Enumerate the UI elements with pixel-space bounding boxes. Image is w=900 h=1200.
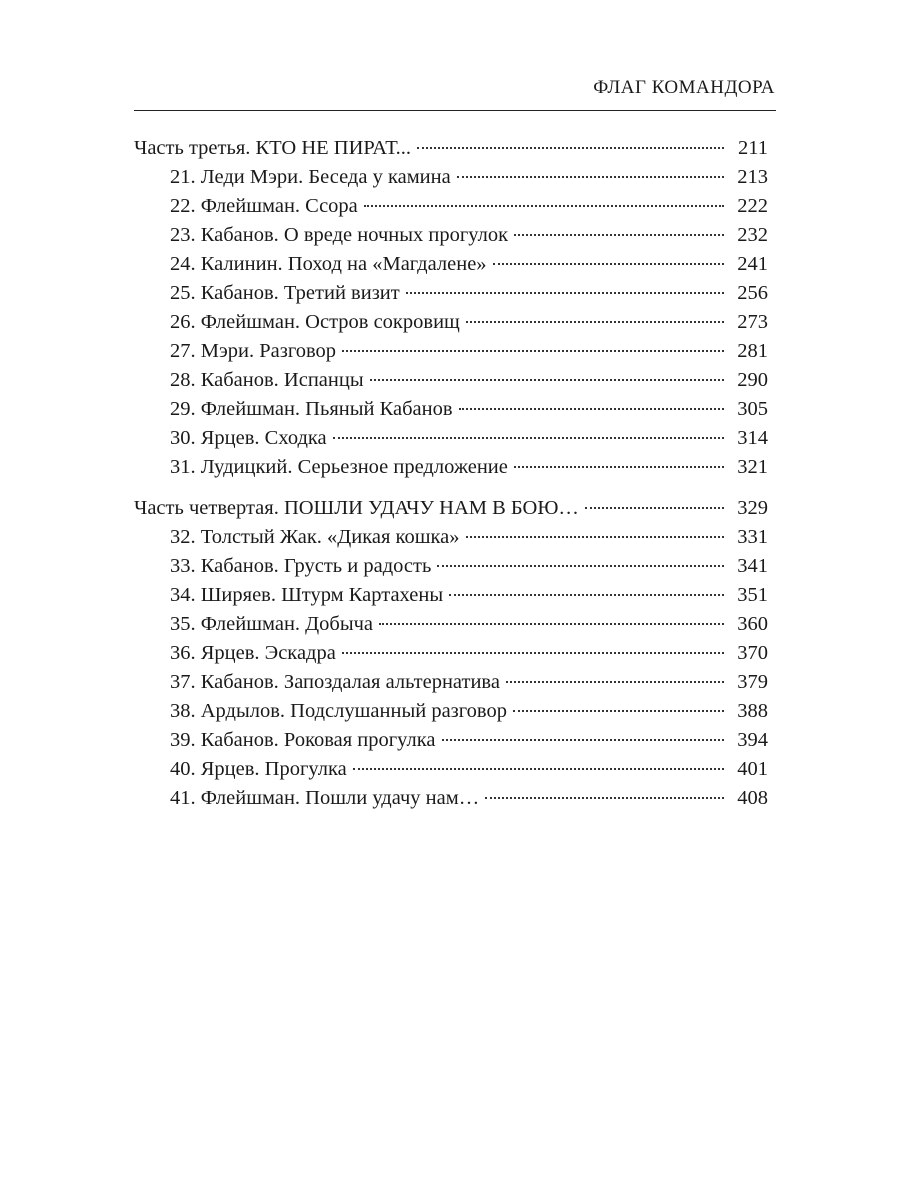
toc-chapter-entry-title: 26. Флейшман. Остров сокровищ: [170, 311, 460, 333]
toc-chapter-entry-title: 28. Кабанов. Испанцы: [170, 369, 364, 391]
toc-chapter-entry-title: 23. Кабанов. О вреде ночных прогулок: [170, 224, 509, 246]
toc-chapter-entry-title: 30. Ярцев. Сходка: [170, 427, 327, 449]
dot-leader: [466, 321, 724, 323]
dot-leader: [466, 536, 725, 538]
toc-chapter-entry: [134, 784, 768, 813]
dot-leader: [370, 379, 724, 381]
dot-leader: [514, 466, 724, 468]
toc-chapter-entry-title: 41. Флейшман. Пошли удачу нам…: [170, 787, 480, 809]
toc-chapter-entry: [134, 192, 768, 221]
toc-chapter-entry-page-number: 273: [737, 311, 768, 333]
toc-chapter-entry-page-number: 394: [737, 729, 768, 751]
header-rule: [134, 110, 776, 111]
dot-leader: [353, 768, 724, 770]
toc-chapter-entry-page-number: 305: [737, 398, 768, 420]
toc-part-entry: [134, 134, 768, 163]
toc-chapter-entry-page-number: 388: [737, 700, 768, 722]
toc-chapter-entry: [134, 523, 768, 552]
toc-chapter-entry-page-number: 379: [737, 671, 768, 693]
dot-leader: [364, 205, 724, 207]
dot-leader: [417, 147, 724, 149]
toc-chapter-entry-page-number: 222: [737, 195, 768, 217]
dot-leader: [442, 739, 724, 741]
toc-chapter-entry-page-number: 290: [737, 369, 768, 391]
toc-part-section: [134, 134, 768, 482]
dot-leader: [485, 797, 724, 799]
toc-chapter-entry-page-number: 370: [737, 642, 768, 664]
dot-leader: [379, 623, 724, 625]
toc-chapter-entry: [134, 395, 768, 424]
toc-part-section: [134, 494, 768, 813]
toc-chapter-entry-title: 34. Ширяев. Штурм Картахены: [170, 584, 444, 606]
toc-chapter-entry-title: 35. Флейшман. Добыча: [170, 613, 374, 635]
toc-chapter-entry-page-number: 256: [737, 282, 768, 304]
dot-leader: [333, 437, 724, 439]
dot-leader: [513, 710, 724, 712]
toc-chapter-entry: [134, 639, 768, 668]
toc-chapter-entry-title: 37. Кабанов. Запоздалая альтернатива: [170, 671, 500, 693]
toc-chapter-entry: [134, 308, 768, 337]
dot-leader: [459, 408, 724, 410]
running-head: ФЛАГ КОМАНДОРА: [593, 77, 775, 98]
toc-chapter-entry-page-number: 408: [737, 787, 768, 809]
toc-chapter-entry: [134, 424, 768, 453]
dot-leader: [437, 565, 724, 567]
dot-leader: [585, 507, 724, 509]
toc-chapter-entry: [134, 366, 768, 395]
toc-chapter-entry: [134, 610, 768, 639]
dot-leader: [506, 681, 724, 683]
dot-leader: [342, 652, 724, 654]
toc-chapter-entry-page-number: 321: [737, 456, 768, 478]
table-of-contents: [134, 134, 768, 813]
toc-chapter-entry-page-number: 232: [737, 224, 768, 246]
toc-chapter-entry-page-number: 331: [737, 526, 768, 548]
toc-chapter-entry: [134, 221, 768, 250]
toc-chapter-entry: [134, 453, 768, 482]
toc-part-entry-title: Часть третья. КТО НЕ ПИРАТ...: [134, 137, 412, 159]
toc-chapter-entry-title: 40. Ярцев. Прогулка: [170, 758, 347, 780]
toc-chapter-entry-title: 21. Леди Мэри. Беседа у камина: [170, 166, 451, 188]
dot-leader: [493, 263, 724, 265]
dot-leader: [342, 350, 724, 352]
toc-chapter-entry: [134, 755, 768, 784]
toc-chapter-entry-title: 25. Кабанов. Третий визит: [170, 282, 400, 304]
toc-chapter-entry-title: 27. Мэри. Разговор: [170, 340, 337, 362]
toc-chapter-entry: [134, 668, 768, 697]
toc-chapter-entry-title: 24. Калинин. Поход на «Магдалене»: [170, 253, 487, 275]
toc-chapter-entry-title: 39. Кабанов. Роковая прогулка: [170, 729, 436, 751]
toc-chapter-entry-title: 31. Лудицкий. Серьезное предложение: [170, 456, 508, 478]
toc-chapter-entry-page-number: 351: [737, 584, 768, 606]
toc-chapter-entry-page-number: 341: [737, 555, 768, 577]
toc-part-entry-page-number: 211: [738, 137, 768, 159]
toc-chapter-entry-title: 38. Ардылов. Подслушанный разговор: [170, 700, 507, 722]
toc-chapter-entry-title: 36. Ярцев. Эскадра: [170, 642, 336, 664]
dot-leader: [449, 594, 724, 596]
toc-chapter-entry-page-number: 241: [737, 253, 768, 275]
toc-chapter-entry-title: 22. Флейшман. Ссора: [170, 195, 358, 217]
toc-chapter-entry-page-number: 213: [737, 166, 768, 188]
toc-chapter-entry: [134, 250, 768, 279]
dot-leader: [514, 234, 724, 236]
toc-chapter-entry-page-number: 281: [737, 340, 768, 362]
toc-chapter-entry: [134, 697, 768, 726]
toc-chapter-entry-page-number: 401: [737, 758, 768, 780]
toc-part-entry-title: Часть четвертая. ПОШЛИ УДАЧУ НАМ В БОЮ…: [134, 497, 579, 519]
toc-part-entry-page-number: 329: [737, 497, 768, 519]
toc-chapter-entry-page-number: 360: [737, 613, 768, 635]
toc-chapter-entry: [134, 726, 768, 755]
toc-chapter-entry: [134, 581, 768, 610]
toc-chapter-entry-page-number: 314: [737, 427, 768, 449]
dot-leader: [457, 176, 724, 178]
toc-part-entry: [134, 494, 768, 523]
toc-chapter-entry-title: 32. Толстый Жак. «Дикая кошка»: [170, 526, 460, 548]
dot-leader: [406, 292, 724, 294]
toc-chapter-entry: [134, 163, 768, 192]
toc-chapter-entry-title: 33. Кабанов. Грусть и радость: [170, 555, 432, 577]
toc-chapter-entry: [134, 279, 768, 308]
toc-chapter-entry: [134, 552, 768, 581]
toc-chapter-entry-title: 29. Флейшман. Пьяный Кабанов: [170, 398, 453, 420]
toc-chapter-entry: [134, 337, 768, 366]
